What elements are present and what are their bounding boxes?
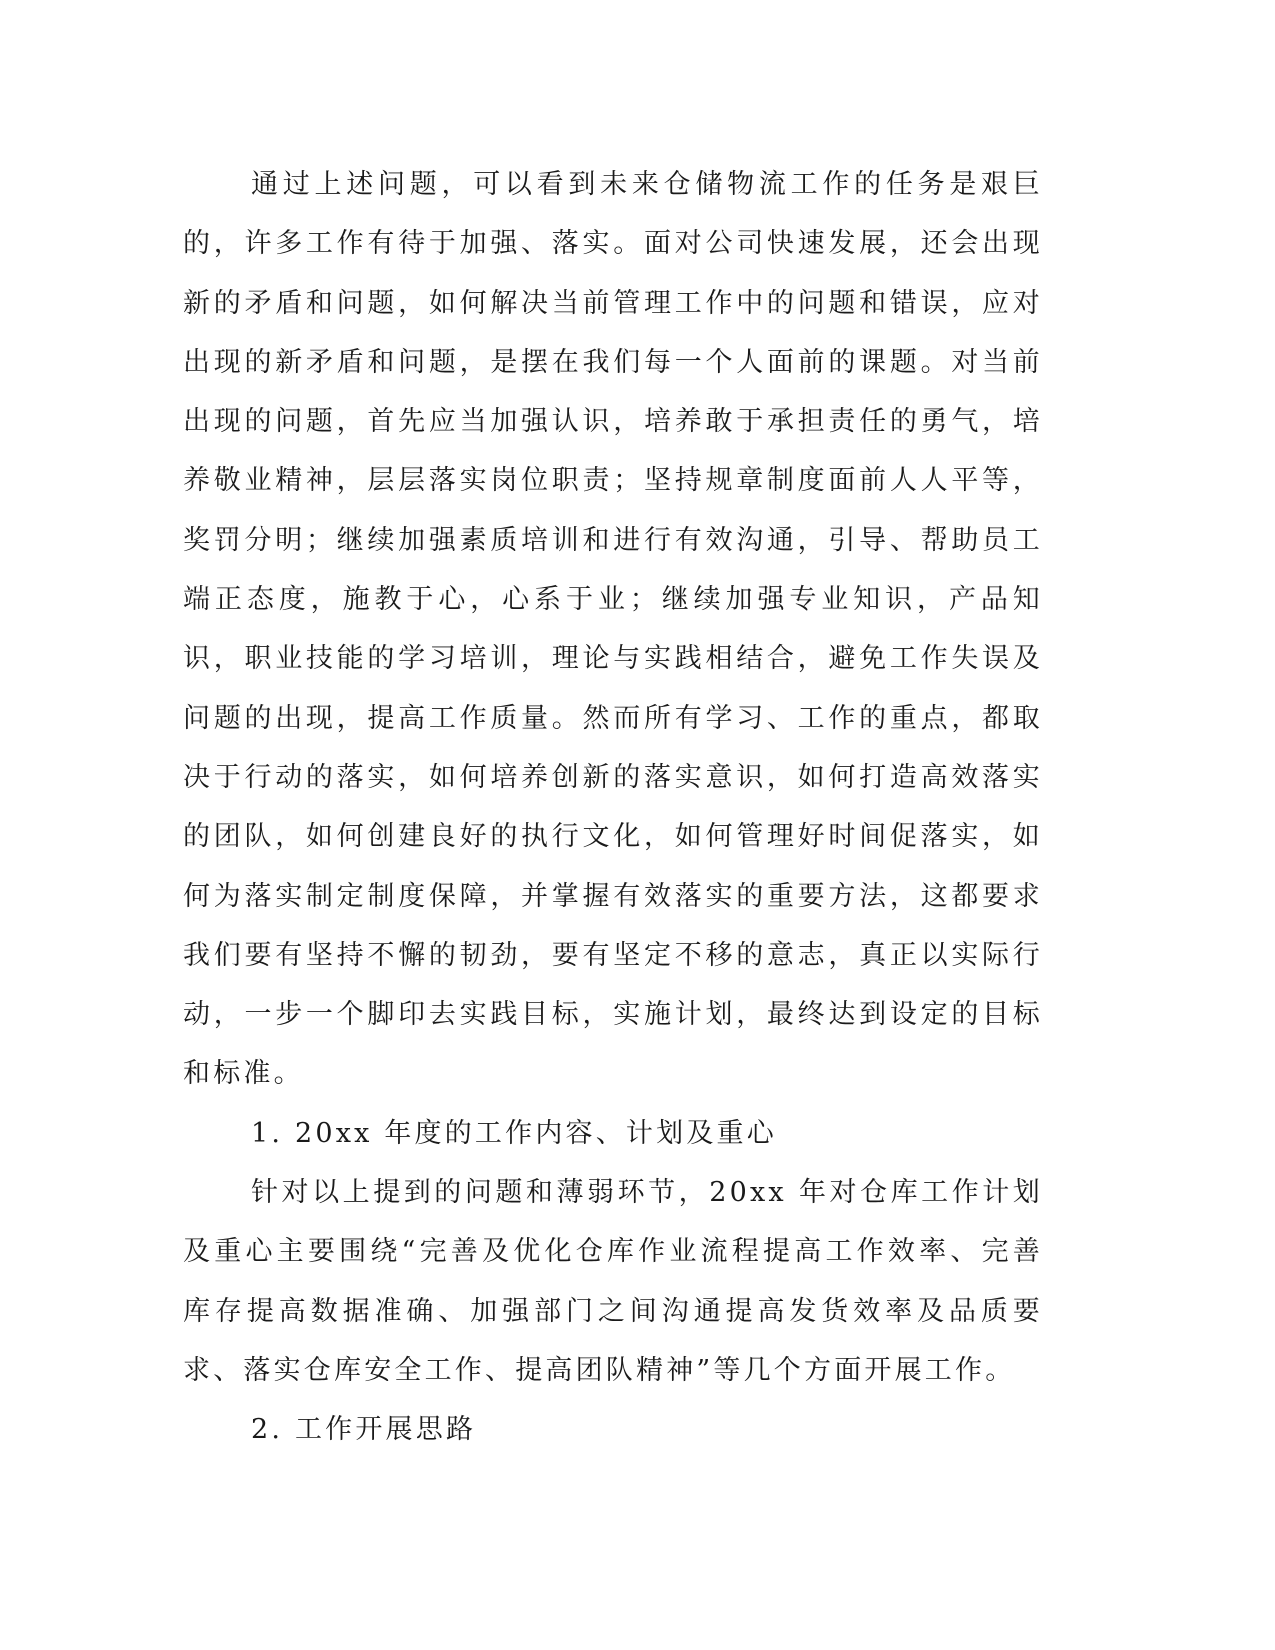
document-body — [183, 155, 1043, 1460]
paragraph-work-plan: 针对以上提到的问题和薄弱环节，20xx 年对仓库工作计划及重心主要围绕“完善及优化仓库作业流程提高工作效率、完善库存提高数据准确、加强部门之间沟通提高发货效率及品质要求、落实仓库安全工作、提高团队精神”等几个方面开展工作。 — [183, 1177, 1043, 1386]
section-heading-approach: 2. 工作开展思路 — [251, 1414, 477, 1446]
section-heading-work-plan: 1. 20xx 年度的工作内容、计划及重心 — [251, 1117, 777, 1149]
paragraph-challenges: 通过上述问题，可以看到未来仓储物流工作的任务是艰巨的，许多工作有待于加强、落实。面对公司快速发展，还会出现新的矛盾和问题，如何解决当前管理工作中的问题和错误，应对出现的新矛盾和问题，是摆在我们每一个人面前的课题。对当前出现的问题，首先应当加强认识，培养敢于承担责任的勇气，培养敬业精神，层层落实岗位职责；坚持规章制度面前人人平等，奖罚分明；继续加强素质培训和进行有效沟通，引导、帮助员工端正态度，施教于心，心系于业；继续加强专业知识，产品知识，职业技能的学习培训，理论与实践相结合，避免工作失误及问题的出现，提高工作质量。然而所有学习、工作的重点，都取决于行动的落实，如何培养创新的落实意识，如何打造高效落实的团队，如何创建良好的执行文化，如何管理好时间促落实，如何为落实制定制度保障，并掌握有效落实的重要方法，这都要求我们要有坚持不懈的韧劲，要有坚定不移的意志，真正以实际行动，一步一个脚印去实践目标，实施计划，最终达到设定的目标和标准。 — [183, 169, 1043, 1090]
